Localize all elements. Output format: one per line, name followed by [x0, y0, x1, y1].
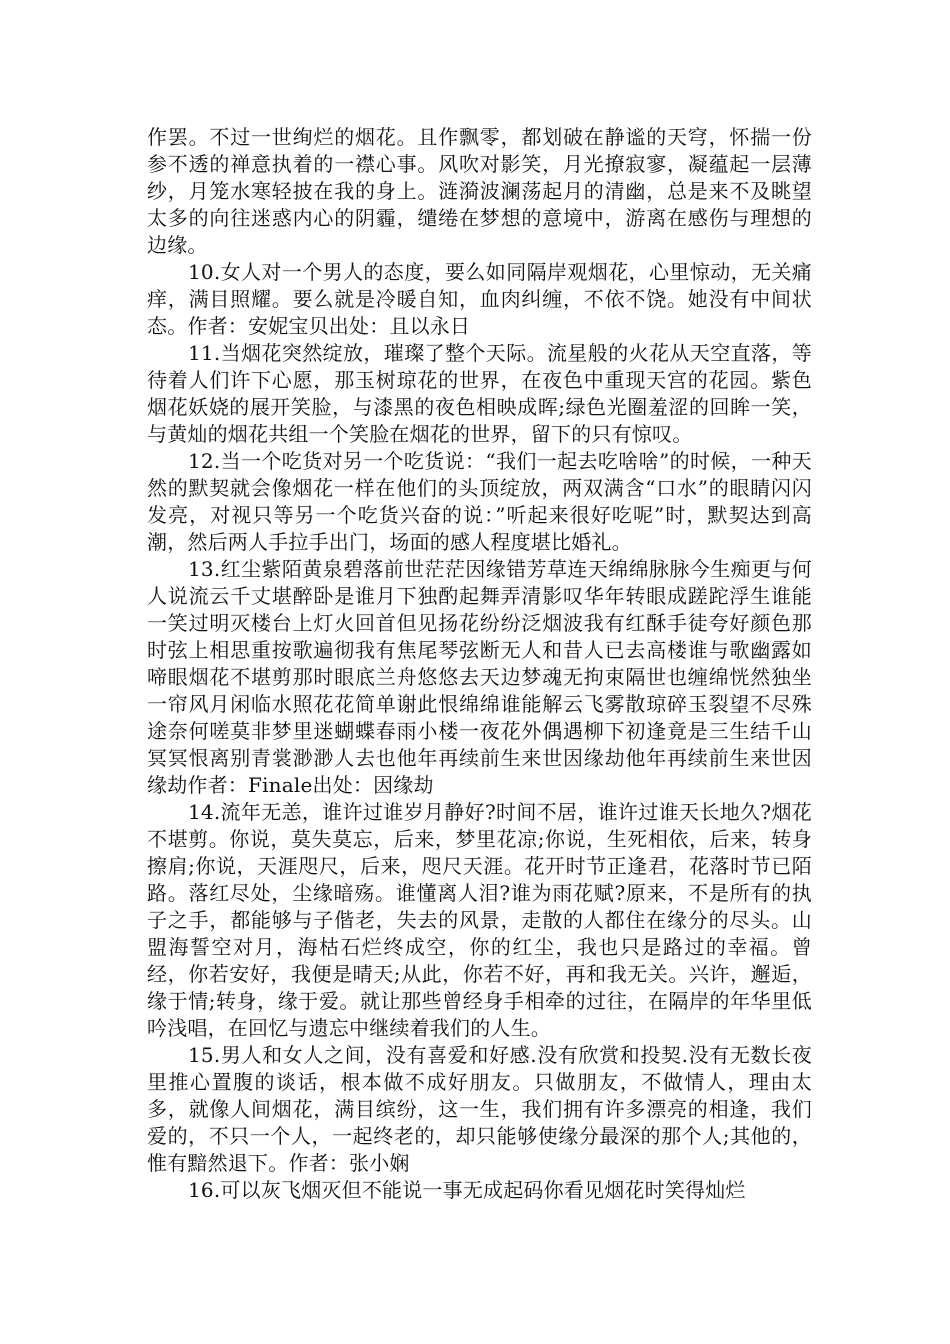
paragraph-10 — [147, 259, 812, 340]
paragraph-number: 10. — [188, 260, 221, 284]
paragraph-number: 14. — [188, 800, 221, 824]
paragraph-number: 13. — [188, 557, 221, 581]
paragraph-number: 12. — [188, 449, 221, 473]
paragraph-number: 15. — [188, 1043, 221, 1067]
paragraph-text: 作罢。不过一世绚烂的烟花。且作飘零，都划破在静谧的天穹，怀揣一份参不透的禅意执着的一襟心事。风吹对影笑，月光撩寂寥，凝蕴起一层薄纱，月笼水寒轻披在我的身上。涟漪波澜荡起月的清幽，总是来不及眺望太多的向往迷惑内心的阴霾，缱绻在梦想的意境中，游离在感伤与理想的边缘。 — [147, 125, 812, 257]
paragraph-13 — [147, 556, 812, 799]
paragraph-16 — [147, 1177, 812, 1204]
paragraph-text: 可以灰飞烟灭但不能说一事无成起码你看见烟花时笑得灿烂 — [220, 1178, 746, 1202]
paragraph-continued — [147, 124, 812, 259]
paragraph-14 — [147, 799, 812, 1042]
paragraph-15 — [147, 1042, 812, 1177]
paragraph-text: 当一个吃货对另一个吃货说：“我们一起去吃啥啥”的时候，一种天然的默契就会像烟花一样在他们的头顶绽放，两双满含“口水”的眼睛闪闪发亮，对视只等另一个吃货兴奋的说：”听起来很好吃呢”时，默契达到高潮，然后两人手拉手出门，场面的感人程度堪比婚礼。 — [147, 449, 812, 554]
document-page — [147, 124, 812, 1204]
paragraph-text: 红尘紫陌黄泉碧落前世茫茫因缘错芳草连天绵绵脉脉今生痴更与何人说流云千丈堪醉卧是谁月下独酌起舞弄清影叹华年转眼成蹉跎浮生谁能一笑过明灭楼台上灯火回首但见扬花纷纷泛烟波我有红酥手徒夸好颜色那时弦上相思重按歌遍彻我有焦尾琴弦断无人和昔人已去高楼谁与歌幽露如啼眼烟花不堪剪那时眼底兰舟悠悠去天边梦魂无拘束隔世也缠绵恍然独坐一帘风月闲临水照花花简单谢此恨绵绵谁能解云飞雾散琼碎玉裂望不尽殊途奈何嗟莫非梦里迷蝴蝶春雨小楼一夜花外偶遇柳下初逢竟是三生结千山冥冥恨离别青裳渺渺人去也他年再续前生来世因缘劫他年再续前生来世因缘劫作者：Finale出处：因缘劫 — [147, 557, 812, 797]
paragraph-number: 16. — [188, 1178, 221, 1202]
paragraph-number: 11. — [188, 341, 221, 365]
paragraph-text: 女人对一个男人的态度，要么如同隔岸观烟花，心里惊动，无关痛痒，满目照耀。要么就是冷暖自知，血肉纠缠，不依不饶。她没有中间状态。作者：安妮宝贝出处：且以永日 — [147, 260, 812, 338]
paragraph-12 — [147, 448, 812, 556]
paragraph-text: 流年无恙，谁许过谁岁月静好?时间不居，谁许过谁天长地久?烟花不堪剪。你说，莫失莫忘，后来，梦里花凉;你说，生死相依，后来，转身擦肩;你说，天涯咫尺，后来，咫尺天涯。花开时节正逢君，花落时节已陌路。落红尽处，尘缘暗殇。谁懂离人泪?谁为雨花赋?原来，不是所有的执子之手，都能够与子偕老，失去的风景，走散的人都住在缘分的尽头。山盟海誓空对月，海枯石烂终成空，你的红尘，我也只是路过的幸福。曾经，你若安好，我便是晴天;从此，你若不好，再和我无关。兴许，邂逅，缘于情;转身，缘于爱。就让那些曾经身手相牵的过往，在隔岸的年华里低吟浅唱，在回忆与遗忘中继续着我们的人生。 — [147, 800, 812, 1040]
paragraph-text: 男人和女人之间，没有喜爱和好感.没有欣赏和投契.没有无数长夜里推心置腹的谈话，根本做不成好朋友。只做朋友，不做情人，理由太多，就像人间烟花，满目缤纷，这一生，我们拥有许多漂亮的相逢，我们爱的，不只一个人，一起终老的，却只能够使缘分最深的那个人;其他的，惟有黯然退下。作者：张小娴 — [147, 1043, 812, 1175]
paragraph-text: 当烟花突然绽放，璀璨了整个天际。流星般的火花从天空直落，等待着人们许下心愿，那玉树琼花的世界，在夜色中重现天宫的花园。紫色烟花妖娆的展开笑脸，与漆黑的夜色相映成晖;绿色光圈羞涩的回眸一笑，与黄灿的烟花共组一个笑脸在烟花的世界，留下的只有惊叹。 — [147, 341, 812, 446]
paragraph-11 — [147, 340, 812, 448]
